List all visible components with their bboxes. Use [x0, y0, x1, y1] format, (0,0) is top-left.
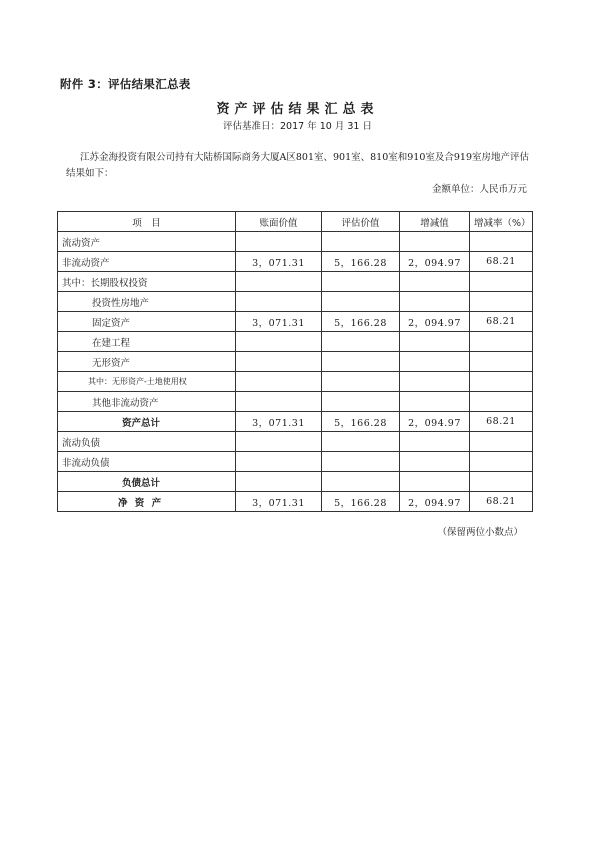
intro-paragraph: 江苏金海投资有限公司持有大陆桥国际商务大厦A区801室、901室、810室和910室及合919室房地产评估结果如下： — [66, 152, 530, 179]
appraised-value-cell: 5，166.28 — [322, 312, 400, 332]
table-row — [58, 412, 533, 432]
rounding-note: （保留两位小数点） — [437, 527, 523, 538]
table-row — [58, 312, 533, 332]
rate-cell — [470, 372, 533, 392]
rate-cell — [470, 332, 533, 352]
row-label: 其中：无形资产-土地使用权 — [58, 372, 236, 392]
rate-cell — [470, 352, 533, 372]
rate-cell — [470, 392, 533, 412]
attachment-label: 附件 3：评估结果汇总表 — [60, 77, 191, 91]
row-label: 固定资产 — [58, 312, 236, 332]
column-header-appraised-value: 评估价值 — [322, 212, 400, 232]
table-row — [58, 252, 533, 272]
appraised-value-cell — [322, 432, 400, 452]
amount-unit: 金额单位：人民币万元 — [431, 184, 527, 195]
table-row — [58, 352, 533, 372]
table-row — [58, 232, 533, 252]
change-cell — [400, 452, 470, 472]
rate-cell — [470, 452, 533, 472]
rate-cell — [470, 472, 533, 492]
column-header-book-value: 账面价值 — [236, 212, 322, 232]
rate-cell — [470, 232, 533, 252]
column-header-item: 项 目 — [58, 212, 236, 232]
appraised-value-cell — [322, 272, 400, 292]
rate-cell: 68.21 — [470, 412, 533, 432]
page-title: 资产评估结果汇总表 — [216, 102, 379, 117]
appraised-value-cell: 5，166.28 — [322, 492, 400, 512]
table-row — [58, 392, 533, 412]
rate-cell — [470, 432, 533, 452]
table-row — [58, 372, 533, 392]
row-label: 在建工程 — [58, 332, 236, 352]
row-label: 其他非流动资产 — [58, 392, 236, 412]
change-cell: 2，094.97 — [400, 312, 470, 332]
table-row — [58, 492, 533, 512]
change-cell — [400, 272, 470, 292]
book-value-cell — [236, 372, 322, 392]
summary-table — [57, 211, 533, 512]
book-value-cell — [236, 392, 322, 412]
book-value-cell — [236, 472, 322, 492]
row-label: 资产总计 — [58, 412, 236, 432]
book-value-cell: 3，071.31 — [236, 312, 322, 332]
appraised-value-cell: 5，166.28 — [322, 412, 400, 432]
change-cell: 2，094.97 — [400, 492, 470, 512]
column-header-change: 增减值 — [400, 212, 470, 232]
row-label: 非流动负债 — [58, 452, 236, 472]
row-label: 无形资产 — [58, 352, 236, 372]
book-value-cell — [236, 292, 322, 312]
row-label: 净 资 产 — [58, 492, 236, 512]
change-cell: 2，094.97 — [400, 252, 470, 272]
change-cell — [400, 432, 470, 452]
book-value-cell — [236, 272, 322, 292]
appraised-value-cell — [322, 452, 400, 472]
change-cell — [400, 232, 470, 252]
row-label: 投资性房地产 — [58, 292, 236, 312]
change-cell — [400, 372, 470, 392]
row-label: 其中：长期股权投资 — [58, 272, 236, 292]
appraised-value-cell — [322, 232, 400, 252]
appraised-value-cell — [322, 332, 400, 352]
appraised-value-cell — [322, 352, 400, 372]
change-cell — [400, 352, 470, 372]
rate-cell: 68.21 — [470, 252, 533, 272]
change-cell: 2，094.97 — [400, 412, 470, 432]
appraised-value-cell — [322, 392, 400, 412]
rate-cell: 68.21 — [470, 492, 533, 512]
book-value-cell: 3，071.31 — [236, 252, 322, 272]
appraised-value-cell — [322, 292, 400, 312]
book-value-cell — [236, 432, 322, 452]
table-row — [58, 452, 533, 472]
base-date: 评估基准日：2017 年 10 月 31 日 — [223, 121, 372, 132]
book-value-cell: 3，071.31 — [236, 492, 322, 512]
row-label: 非流动资产 — [58, 252, 236, 272]
appraised-value-cell — [322, 372, 400, 392]
column-header-change-rate: 增减率（%） — [470, 212, 533, 232]
table-row — [58, 292, 533, 312]
change-cell — [400, 472, 470, 492]
rate-cell — [470, 272, 533, 292]
table-row — [58, 272, 533, 292]
appraised-value-cell: 5，166.28 — [322, 252, 400, 272]
book-value-cell — [236, 352, 322, 372]
appraised-value-cell — [322, 472, 400, 492]
book-value-cell: 3，071.31 — [236, 412, 322, 432]
table-row — [58, 332, 533, 352]
table-row — [58, 432, 533, 452]
row-label: 负债总计 — [58, 472, 236, 492]
book-value-cell — [236, 332, 322, 352]
table-header-row — [58, 212, 533, 232]
table-row — [58, 472, 533, 492]
rate-cell: 68.21 — [470, 312, 533, 332]
row-label: 流动资产 — [58, 232, 236, 252]
row-label: 流动负债 — [58, 432, 236, 452]
book-value-cell — [236, 232, 322, 252]
change-cell — [400, 392, 470, 412]
change-cell — [400, 292, 470, 312]
change-cell — [400, 332, 470, 352]
rate-cell — [470, 292, 533, 312]
book-value-cell — [236, 452, 322, 472]
